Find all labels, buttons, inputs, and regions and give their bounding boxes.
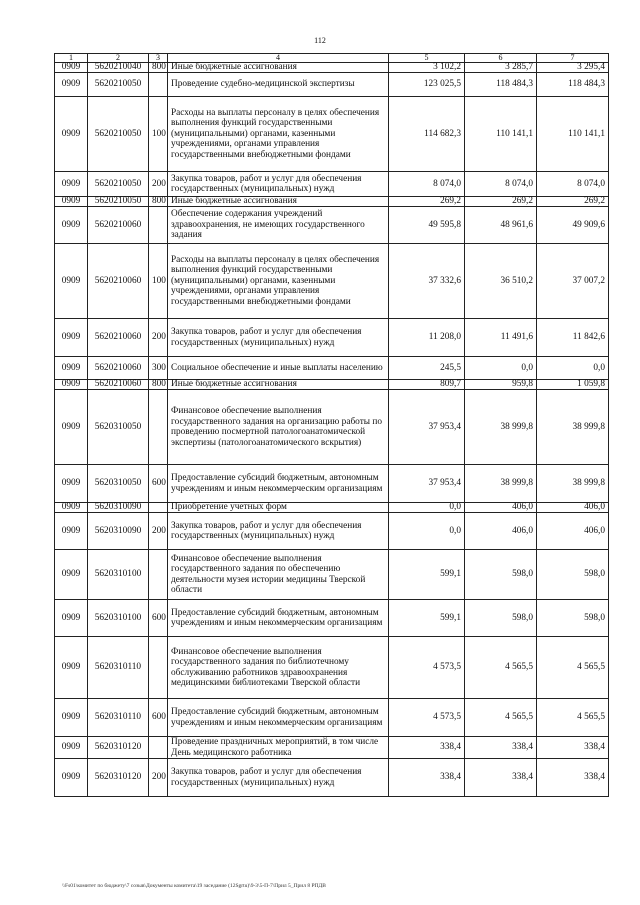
cell-c1: 0909 (55, 759, 88, 797)
cell-v5: 11 208,0 (389, 319, 465, 357)
cell-v7: 11 842,6 (537, 319, 609, 357)
cell-c1: 0909 (55, 550, 88, 600)
cell-v6: 269,2 (465, 197, 537, 207)
cell-v6: 598,0 (465, 600, 537, 637)
cell-c2: 5620210050 (88, 97, 149, 172)
cell-v5: 114 682,3 (389, 97, 465, 172)
cell-v7: 38 999,8 (537, 465, 609, 503)
cell-v7: 0,0 (537, 357, 609, 380)
cell-c1: 0909 (55, 637, 88, 699)
cell-c2: 5620310050 (88, 390, 149, 465)
cell-v6: 118 484,3 (465, 73, 537, 97)
cell-desc: Предоставление субсидий бюджетным, автономным учреждениям и иным некоммерческим организациям (168, 699, 389, 737)
cell-v5: 4 573,5 (389, 637, 465, 699)
cell-c1: 0909 (55, 319, 88, 357)
cell-v7: 406,0 (537, 513, 609, 550)
column-number: 6 (465, 54, 537, 63)
cell-c1: 0909 (55, 600, 88, 637)
cell-c2: 5620310090 (88, 503, 149, 513)
table-row (55, 550, 609, 600)
table-row (55, 207, 609, 244)
column-number: 3 (149, 54, 168, 63)
cell-c3: 200 (149, 513, 168, 550)
cell-v5: 49 595,8 (389, 207, 465, 244)
table-row (55, 357, 609, 380)
cell-c1: 0909 (55, 244, 88, 319)
cell-c3 (149, 737, 168, 759)
table-row (55, 73, 609, 97)
cell-v7: 4 565,5 (537, 637, 609, 699)
cell-v6: 0,0 (465, 357, 537, 380)
cell-v7: 269,2 (537, 197, 609, 207)
cell-v7: 1 059,8 (537, 380, 609, 390)
cell-c3: 600 (149, 600, 168, 637)
cell-c2: 5620310050 (88, 465, 149, 503)
table-row (55, 637, 609, 699)
cell-c2: 5620210060 (88, 319, 149, 357)
cell-desc: Обеспечение содержания учреждений здравоохранения, не имеющих государственного задания (168, 207, 389, 244)
cell-v6: 36 510,2 (465, 244, 537, 319)
cell-c1: 0909 (55, 513, 88, 550)
cell-v5: 4 573,5 (389, 699, 465, 737)
column-number: 5 (389, 54, 465, 63)
cell-c1: 0909 (55, 380, 88, 390)
cell-v6: 338,4 (465, 737, 537, 759)
cell-c3: 100 (149, 244, 168, 319)
cell-c1: 0909 (55, 197, 88, 207)
cell-c2: 5620310100 (88, 600, 149, 637)
cell-c2: 5620210060 (88, 357, 149, 380)
cell-desc: Иные бюджетные ассигнования (168, 197, 389, 207)
cell-v5: 37 332,6 (389, 244, 465, 319)
cell-c3 (149, 503, 168, 513)
cell-v6: 4 565,5 (465, 699, 537, 737)
cell-c1: 0909 (55, 357, 88, 380)
cell-v6: 110 141,1 (465, 97, 537, 172)
column-number: 1 (55, 54, 88, 63)
cell-v5: 37 953,4 (389, 465, 465, 503)
cell-c2: 5620210060 (88, 207, 149, 244)
cell-c2: 5620210060 (88, 244, 149, 319)
table-row (55, 759, 609, 797)
cell-c2: 5620210050 (88, 197, 149, 207)
cell-desc: Закупка товаров, работ и услуг для обеспечения государственных (муниципальных) нужд (168, 513, 389, 550)
cell-c3: 200 (149, 172, 168, 197)
cell-desc: Социальное обеспечение и иные выплаты населению (168, 357, 389, 380)
cell-c1: 0909 (55, 737, 88, 759)
cell-v6: 11 491,6 (465, 319, 537, 357)
cell-v6: 8 074,0 (465, 172, 537, 197)
cell-v7: 38 999,8 (537, 390, 609, 465)
cell-v6: 598,0 (465, 550, 537, 600)
cell-c3: 800 (149, 380, 168, 390)
cell-v7: 598,0 (537, 550, 609, 600)
page-number: 112 (314, 36, 326, 45)
cell-c1: 0909 (55, 699, 88, 737)
cell-v5: 599,1 (389, 550, 465, 600)
cell-c1: 0909 (55, 503, 88, 513)
cell-c3: 600 (149, 699, 168, 737)
cell-c3: 300 (149, 357, 168, 380)
cell-v5: 338,4 (389, 759, 465, 797)
cell-c2: 5620210050 (88, 73, 149, 97)
table-row (55, 197, 609, 207)
cell-desc: Расходы на выплаты персоналу в целях обеспечения выполнения функций государственными (муниципальными) органами, казенными учреждениями, органами управления государственными внебюджетными фондами (168, 244, 389, 319)
cell-v6: 4 565,5 (465, 637, 537, 699)
cell-desc: Закупка товаров, работ и услуг для обеспечения государственных (муниципальных) нужд (168, 319, 389, 357)
column-number: 2 (88, 54, 149, 63)
cell-c2: 5620210040 (88, 63, 149, 73)
cell-c2: 5620310100 (88, 550, 149, 600)
table-row (55, 513, 609, 550)
cell-desc: Финансовое обеспечение выполнения государственного задания на организацию работы по проведению посмертной патологоанатомической экспертизы (патологоанатомического вскрытия) (168, 390, 389, 465)
cell-c3: 800 (149, 197, 168, 207)
cell-v5: 8 074,0 (389, 172, 465, 197)
cell-c1: 0909 (55, 97, 88, 172)
cell-v6: 3 285,7 (465, 63, 537, 73)
cell-desc: Закупка товаров, работ и услуг для обеспечения государственных (муниципальных) нужд (168, 172, 389, 197)
cell-c3 (149, 73, 168, 97)
cell-v6: 406,0 (465, 503, 537, 513)
file-path-footer: \\Fs01\комитет по бюджету\7 созыв\Документы комитета\19 заседание (12Sgrtu)\9-3\5-П-7\Прил 5_Прил 8 РПДВ (62, 883, 326, 889)
cell-c1: 0909 (55, 73, 88, 97)
cell-c1: 0909 (55, 63, 88, 73)
cell-v7: 406,0 (537, 503, 609, 513)
cell-c2: 5620310110 (88, 637, 149, 699)
cell-v7: 37 007,2 (537, 244, 609, 319)
cell-v5: 0,0 (389, 503, 465, 513)
cell-desc: Финансовое обеспечение выполнения государственного задания по библиотечному обслуживанию работников здравоохранения медицинскими библиотеками Тверской области (168, 637, 389, 699)
cell-c2: 5620310090 (88, 513, 149, 550)
cell-v5: 37 953,4 (389, 390, 465, 465)
table-row (55, 503, 609, 513)
cell-desc: Расходы на выплаты персоналу в целях обеспечения выполнения функций государственными (муниципальными) органами, казенными учреждениями, органами управления государственными внебюджетными фондами (168, 97, 389, 172)
cell-v6: 38 999,8 (465, 390, 537, 465)
cell-v7: 8 074,0 (537, 172, 609, 197)
cell-c3 (149, 207, 168, 244)
cell-desc: Иные бюджетные ассигнования (168, 380, 389, 390)
cell-c1: 0909 (55, 465, 88, 503)
cell-v7: 118 484,3 (537, 73, 609, 97)
cell-v7: 598,0 (537, 600, 609, 637)
cell-v6: 406,0 (465, 513, 537, 550)
table-row (55, 390, 609, 465)
cell-desc: Проведение судебно-медицинской экспертизы (168, 73, 389, 97)
table-row (55, 319, 609, 357)
cell-v5: 809,7 (389, 380, 465, 390)
table-row (55, 600, 609, 637)
cell-c2: 5620310120 (88, 759, 149, 797)
cell-desc: Предоставление субсидий бюджетным, автономным учреждениям и иным некоммерческим организациям (168, 600, 389, 637)
cell-v7: 3 295,4 (537, 63, 609, 73)
table-row (55, 465, 609, 503)
cell-v7: 110 141,1 (537, 97, 609, 172)
cell-v5: 269,2 (389, 197, 465, 207)
cell-c3: 200 (149, 759, 168, 797)
cell-desc: Проведение праздничных мероприятий, в том числе День медицинского работника (168, 737, 389, 759)
cell-desc: Закупка товаров, работ и услуг для обеспечения государственных (муниципальных) нужд (168, 759, 389, 797)
cell-desc: Предоставление субсидий бюджетным, автономным учреждениям и иным некоммерческим организациям (168, 465, 389, 503)
cell-c1: 0909 (55, 172, 88, 197)
table-row (55, 97, 609, 172)
cell-c2: 5620310120 (88, 737, 149, 759)
column-number: 7 (537, 54, 609, 63)
cell-v5: 0,0 (389, 513, 465, 550)
cell-v6: 48 961,6 (465, 207, 537, 244)
table-row (55, 380, 609, 390)
cell-c2: 5620210050 (88, 172, 149, 197)
cell-c3: 600 (149, 465, 168, 503)
cell-desc: Финансовое обеспечение выполнения государственного задания по обеспечению деятельности музея истории медицины Тверской области (168, 550, 389, 600)
cell-v7: 338,4 (537, 759, 609, 797)
table-row (55, 244, 609, 319)
budget-table (54, 53, 609, 797)
cell-c2: 5620210060 (88, 380, 149, 390)
cell-v6: 959,8 (465, 380, 537, 390)
cell-desc: Приобретение учетных форм (168, 503, 389, 513)
cell-desc: Иные бюджетные ассигнования (168, 63, 389, 73)
cell-c3: 200 (149, 319, 168, 357)
table-row (55, 737, 609, 759)
cell-v6: 38 999,8 (465, 465, 537, 503)
cell-c1: 0909 (55, 207, 88, 244)
table-row (55, 63, 609, 73)
cell-v5: 3 102,2 (389, 63, 465, 73)
cell-v5: 338,4 (389, 737, 465, 759)
cell-v5: 123 025,5 (389, 73, 465, 97)
cell-c1: 0909 (55, 390, 88, 465)
cell-v7: 4 565,5 (537, 699, 609, 737)
cell-c3 (149, 550, 168, 600)
cell-v5: 245,5 (389, 357, 465, 380)
cell-v7: 49 909,6 (537, 207, 609, 244)
cell-c3: 800 (149, 63, 168, 73)
table-row (55, 699, 609, 737)
cell-c3: 100 (149, 97, 168, 172)
cell-v5: 599,1 (389, 600, 465, 637)
cell-v7: 338,4 (537, 737, 609, 759)
table-row (55, 172, 609, 197)
column-number: 4 (168, 54, 389, 63)
cell-c3 (149, 637, 168, 699)
cell-c3 (149, 390, 168, 465)
cell-c2: 5620310110 (88, 699, 149, 737)
cell-v6: 338,4 (465, 759, 537, 797)
